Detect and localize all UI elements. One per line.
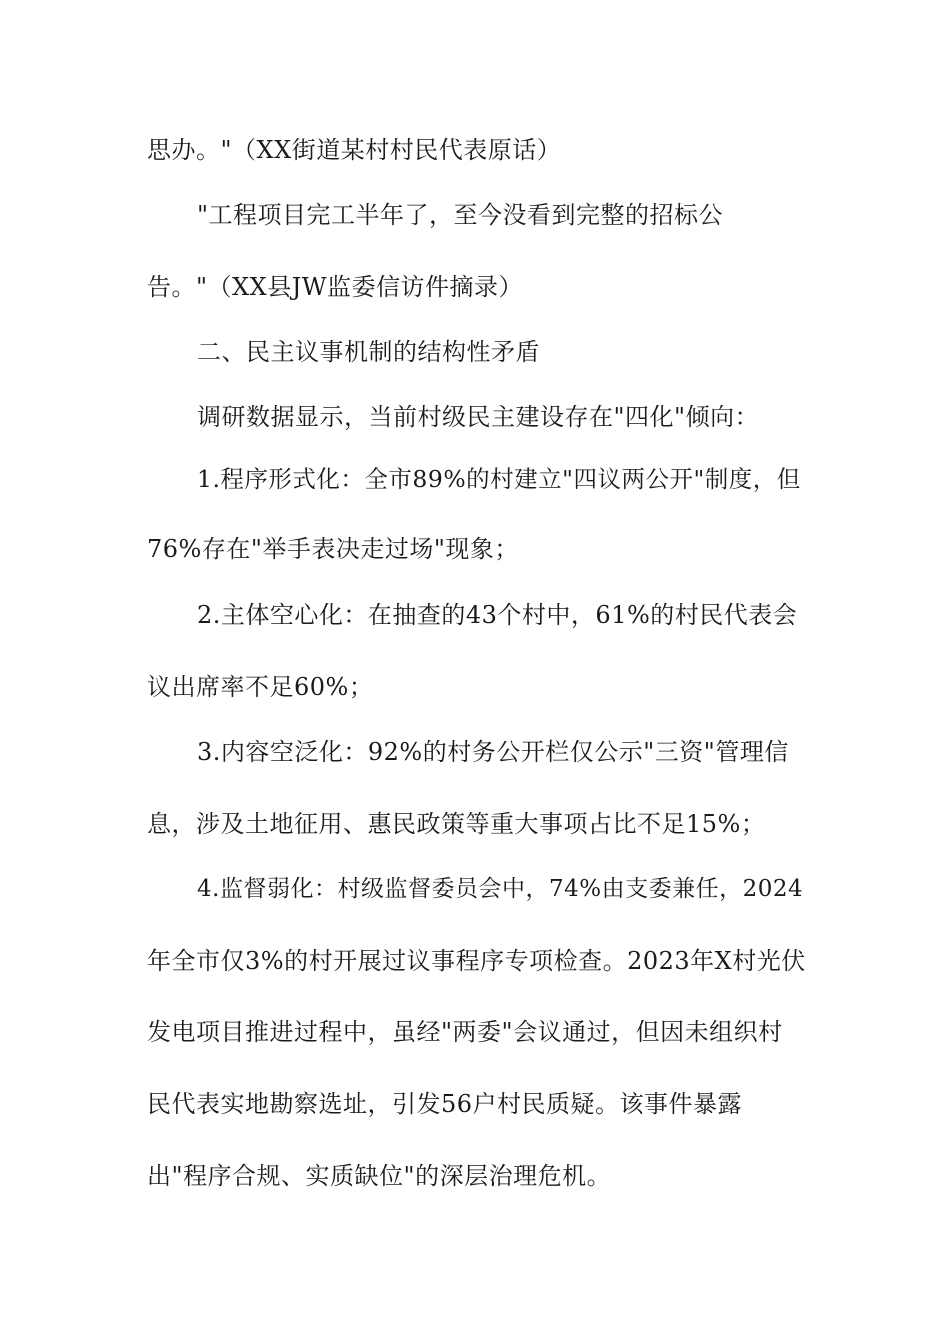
list-item-3: 3.内容空泛化：92%的村务公开栏仅公示"三资"管理信 <box>197 738 789 766</box>
text-line-11: 息，涉及土地征用、惠民政策等重大事项占比不足15%； <box>147 810 766 838</box>
text-line-2: "工程项目完工半年了，至今没看到完整的招标公 <box>197 201 724 229</box>
text-line-9: 议出席率不足60%； <box>147 673 374 701</box>
text-line-7: 76%存在"举手表决走过场"现象； <box>147 535 519 563</box>
text-line-15: 民代表实地勘察选址，引发56户村民质疑。该事件暴露 <box>147 1090 743 1118</box>
list-item-1: 1.程序形式化：全市89%的村建立"四议两公开"制度，但 <box>197 465 801 493</box>
text-line-16: 出"程序合规、实质缺位"的深层治理危机。 <box>147 1162 612 1190</box>
text-line-3: 告。"（XX县JW监委信访件摘录） <box>147 273 523 301</box>
list-item-2: 2.主体空心化：在抽查的43个村中，61%的村民代表会 <box>197 601 798 629</box>
text-line-13: 年全市仅3%的村开展过议事程序专项检查。2023年X村光伏 <box>147 947 806 975</box>
text-line-14: 发电项目推进过程中，虽经"两委"会议通过，但因未组织村 <box>147 1018 783 1046</box>
list-item-4: 4.监督弱化：村级监督委员会中，74%由支委兼任，2024 <box>197 876 804 902</box>
section-heading: 二、民主议事机制的结构性矛盾 <box>197 338 540 366</box>
text-line-5: 调研数据显示，当前村级民主建设存在"四化"倾向： <box>197 403 760 431</box>
text-line-1: 思办。"（XX街道某村村民代表原话） <box>147 136 562 164</box>
